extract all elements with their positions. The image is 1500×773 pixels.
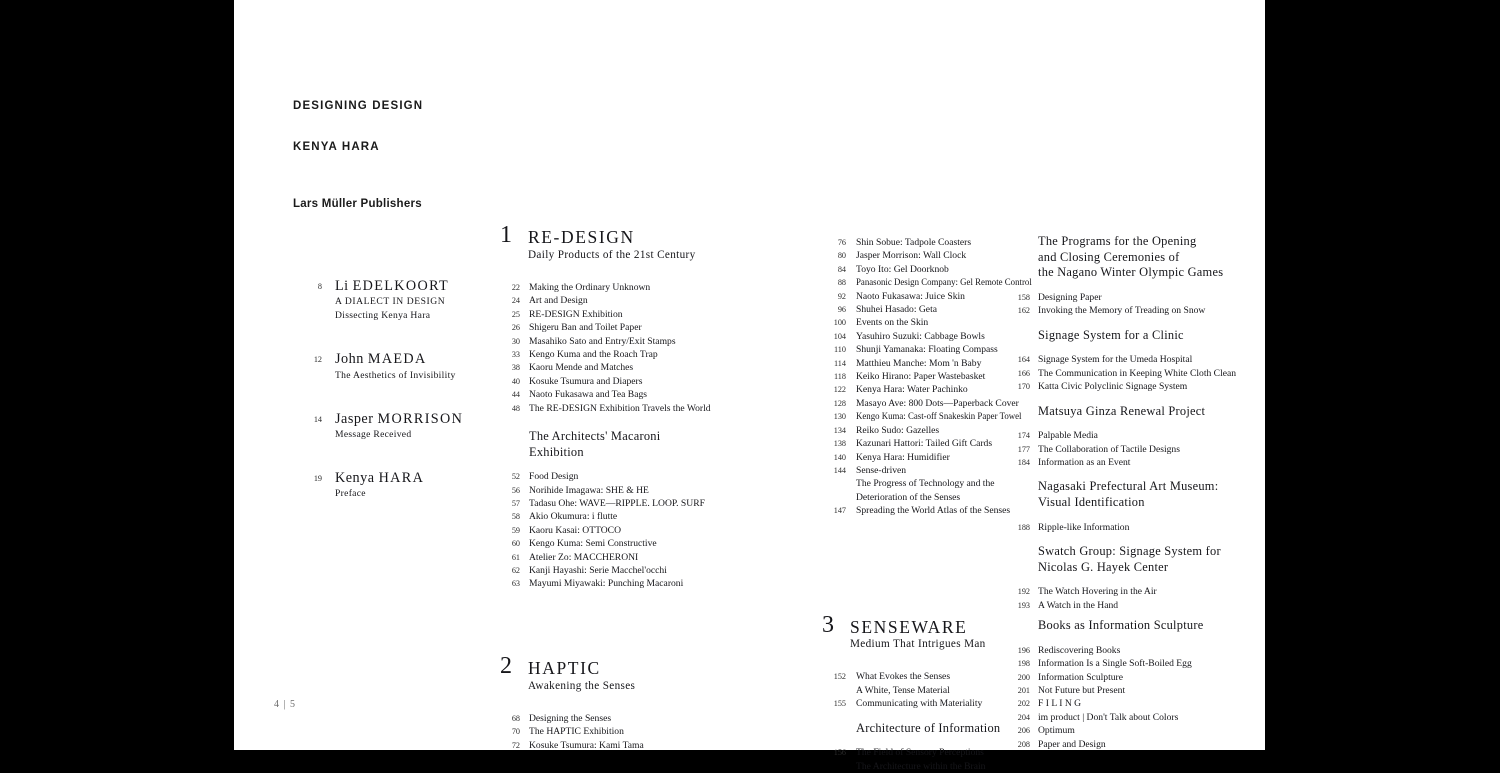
contributor-firstname: Kenya <box>335 469 379 486</box>
toc-entry-title: Masayo Ave: 800 Dots—Paperback Cover <box>856 397 1019 409</box>
part-heading-haptic <box>500 652 710 692</box>
toc-entry-title: Tadasu Ohe: WAVE—RIPPLE. LOOP. SURF <box>529 498 705 510</box>
toc-page-number: 164 <box>1017 355 1030 365</box>
toc-entry[interactable] <box>500 712 710 725</box>
toc-entry[interactable] <box>500 725 710 738</box>
toc-page-number: 122 <box>833 385 846 395</box>
toc-entry-title: Mayumi Miyawaki: Punching Macaroni <box>529 578 684 590</box>
toc-entry[interactable] <box>822 263 1022 276</box>
book-publisher: Lars Müller Publishers <box>293 198 422 210</box>
toc-entry[interactable] <box>822 290 1022 303</box>
contributor-surname: HARA <box>378 469 425 486</box>
contributor-page-number: 8 <box>317 282 322 291</box>
part-number: 2 <box>500 652 512 679</box>
toc-entry[interactable] <box>822 316 1022 329</box>
toc-entry-title: The Collaboration of Tactile Designs <box>1038 443 1180 455</box>
toc-page-number: 138 <box>833 439 846 449</box>
toc-entry-title: Keiko Hirano: Paper Wastebasket <box>856 371 986 383</box>
toc-entry-title: Information Is a Single Soft-Boiled Egg <box>1038 658 1192 670</box>
toc-page-number: 198 <box>1017 659 1030 669</box>
toc-entry[interactable] <box>822 383 1022 396</box>
toc-entry[interactable] <box>1012 671 1227 684</box>
contributor-page-number: 19 <box>313 473 322 483</box>
toc-entry[interactable] <box>822 410 1022 423</box>
toc-page-number: 72 <box>511 740 520 750</box>
toc-entry[interactable] <box>500 510 710 523</box>
toc-page-number: 196 <box>1017 645 1030 655</box>
toc-entry[interactable] <box>1012 380 1227 393</box>
toc-entry-title: Shuhei Hasado: Geta <box>856 304 937 316</box>
toc-entry-title: Designing the Senses <box>529 712 612 724</box>
contributor-firstname: Jasper <box>335 410 378 427</box>
toc-entry[interactable] <box>500 551 710 564</box>
part-heading-senseware <box>822 611 1022 651</box>
toc-page-number: 104 <box>833 331 846 341</box>
toc-entry-title: The Watch Hovering in the Air <box>1038 586 1157 598</box>
toc-entry[interactable] <box>822 370 1022 383</box>
section-heading-line: Nagasaki Prefectural Art Museum: <box>1038 479 1219 494</box>
toc-entry-title: Kenya Hara: Humidifier <box>856 451 950 463</box>
toc-page-number: 114 <box>834 358 846 368</box>
toc-entry-title: Kaoru Mende and Matches <box>529 362 634 374</box>
toc-page-number: 26 <box>511 323 520 333</box>
toc-entry[interactable] <box>500 739 710 752</box>
toc-page-number: 170 <box>1017 382 1030 392</box>
toc-page-number: 192 <box>1017 587 1030 597</box>
toc-page-number: 147 <box>833 506 846 516</box>
toc-page-number: 70 <box>511 727 520 737</box>
contributor-page-number: 14 <box>313 414 322 424</box>
toc-entry[interactable] <box>822 746 1022 759</box>
toc-entry-continuation <box>822 684 1022 697</box>
toc-entry-title: Not Future but Present <box>1038 684 1126 696</box>
toc-entry[interactable] <box>500 375 710 388</box>
toc-entry[interactable] <box>1012 291 1227 304</box>
toc-entry[interactable] <box>500 388 710 401</box>
toc-entry[interactable] <box>500 281 710 294</box>
section-heading-macaroni: The Architects' Macaroni Exhibition <box>529 428 661 459</box>
toc-entry[interactable] <box>1012 724 1227 737</box>
toc-page-number: 25 <box>511 309 520 319</box>
section-heading-line: the Nagano Winter Olympic Games <box>1038 265 1224 280</box>
toc-entry-title: Food Design <box>529 471 579 483</box>
toc-page-number: 22 <box>511 282 520 292</box>
contributor-subtitle-2: Dissecting Kenya Hara <box>335 310 431 322</box>
toc-entry-title: Toyo Ito: Gel Doorknob <box>856 263 949 275</box>
toc-entry-title: Panasonic Design Company: Gel Remote Control <box>856 277 1032 289</box>
toc-entry[interactable] <box>822 236 1022 249</box>
toc-page-number: 140 <box>833 452 846 462</box>
toc-entry[interactable] <box>822 504 1022 517</box>
toc-page-number: 62 <box>511 566 520 576</box>
toc-entry[interactable] <box>822 303 1022 316</box>
toc-entry[interactable] <box>500 294 710 307</box>
toc-page-number: 162 <box>1017 306 1030 316</box>
toc-entry[interactable] <box>822 697 1022 710</box>
toc-page-number: 100 <box>833 318 846 328</box>
toc-entry-title: Kengo Kuma: Semi Constructive <box>529 538 657 550</box>
toc-entry[interactable] <box>822 330 1022 343</box>
toc-entry-continuation <box>822 760 1022 773</box>
toc-entry-title: Katta Civic Polyclinic Signage System <box>1038 381 1188 393</box>
toc-entry-title: Communicating with Materiality <box>856 698 983 710</box>
toc-page-number: 24 <box>511 296 520 306</box>
toc-entry-title: Palpable Media <box>1038 430 1098 442</box>
contributor-entry <box>300 470 500 501</box>
toc-page-number: 174 <box>1017 431 1030 441</box>
toc-entry-title: The Progress of Technology and the <box>856 478 995 490</box>
section-heading-architecture-of-information: Architecture of Information <box>856 720 1001 735</box>
toc-page-number: 44 <box>511 390 520 400</box>
toc-entry[interactable] <box>500 402 710 415</box>
toc-entry[interactable] <box>1012 684 1227 697</box>
toc-page-number: 76 <box>837 238 846 247</box>
contributor-name <box>335 351 500 368</box>
toc-page-number: 48 <box>511 403 520 413</box>
toc-entry[interactable] <box>822 397 1022 410</box>
toc-entry-title: Naoto Fukasawa and Tea Bags <box>529 389 647 401</box>
toc-entry-title: Kanji Hayashi: Serie Macchel'occhi <box>529 565 667 577</box>
section-heading-clinic: Signage System for a Clinic <box>1038 327 1184 342</box>
toc-page-number: 84 <box>837 264 846 274</box>
toc-page-number: 155 <box>833 699 846 709</box>
toc-entry[interactable] <box>1012 521 1227 534</box>
toc-entry[interactable] <box>500 564 710 577</box>
toc-entry[interactable] <box>1012 738 1227 751</box>
toc-entry-title: Kaoru Kasai: OTTOCO <box>529 524 622 536</box>
toc-entry-title: Designing Paper <box>1038 291 1102 303</box>
toc-entry[interactable] <box>1012 697 1227 710</box>
contributor-page-number: 12 <box>313 355 322 365</box>
section-heading-matsuya: Matsuya Ginza Renewal Project <box>1038 403 1206 418</box>
toc-page-number: 33 <box>511 349 520 359</box>
toc-entry-title: The Communication in Keeping White Cloth Clean <box>1038 367 1237 379</box>
toc-entry[interactable] <box>822 424 1022 437</box>
contributor-surname: EDELKOORT <box>352 278 450 294</box>
toc-entry-title: Norihide Imagawa: SHE & HE <box>529 484 649 496</box>
toc-entry-title: im product | Don't Talk about Colors <box>1038 711 1179 723</box>
toc-page-number: 193 <box>1017 600 1030 610</box>
toc-page-number: 208 <box>1017 739 1030 749</box>
section-heading-swatch <box>1038 544 1227 575</box>
toc-page-number: 58 <box>511 512 520 522</box>
toc-entry[interactable] <box>822 249 1022 262</box>
toc-entry-title: Art and Design <box>529 295 588 307</box>
toc-entry-title: Masahiko Sato and Entry/Exit Stamps <box>529 335 676 347</box>
part-number: 3 <box>822 611 834 638</box>
toc-entry-title: Kosuke Tsumura and Diapers <box>529 375 643 387</box>
page-folio: 4 | 5 <box>274 699 297 710</box>
contributor-subtitle-1: Preface <box>335 488 366 500</box>
toc-entry[interactable] <box>500 577 710 590</box>
toc-entry[interactable] <box>500 484 710 497</box>
toc-entry-title: The RE-DESIGN Exhibition Travels the World <box>529 402 711 414</box>
toc-page-number: 200 <box>1017 672 1030 682</box>
section-heading-line: and Closing Ceremonies of <box>1038 249 1180 264</box>
toc-entry[interactable] <box>822 670 1022 683</box>
toc-page-number: 144 <box>833 465 846 475</box>
part-number: 1 <box>500 222 512 248</box>
part-title: HAPTIC <box>528 657 601 678</box>
toc-entry-title: Ripple-like Information <box>1038 521 1130 533</box>
toc-entry[interactable] <box>500 335 710 348</box>
section-heading-line: Visual Identification <box>1038 495 1145 509</box>
toc-page-number: 40 <box>511 376 520 386</box>
section-heading-line: Nicolas G. Hayek Center <box>1038 559 1169 574</box>
toc-entry-title: Atelier Zo: MACCHERONI <box>529 551 639 563</box>
toc-entry-title: The Field of Sensory Perceptions <box>856 747 984 759</box>
contributor-subtitle-1: The Aesthetics of Invisibility <box>335 369 456 381</box>
toc-page-number: 61 <box>511 552 520 562</box>
section-heading-books: Books as Information Sculpture <box>1038 618 1204 633</box>
toc-page-number: 59 <box>511 525 520 535</box>
toc-page-number: 130 <box>833 412 846 422</box>
part-subtitle: Daily Products of the 21st Century <box>528 248 696 261</box>
toc-page-number: 201 <box>1017 685 1030 695</box>
contributors-column <box>300 228 500 517</box>
contributor-entry <box>300 351 500 382</box>
toc-entry-title: Optimum <box>1038 725 1075 737</box>
toc-entry-title: Shin Sobue: Tadpole Coasters <box>856 237 972 248</box>
toc-entry[interactable] <box>822 357 1022 370</box>
toc-entry[interactable] <box>500 308 710 321</box>
part-subtitle: Medium That Intrigues Man <box>850 638 986 651</box>
book-page-spread <box>234 0 1265 772</box>
part-title: SENSEWARE <box>850 616 968 637</box>
toc-page-number: 80 <box>837 251 846 261</box>
toc-entry-title: Kosuke Tsumura: Kami Tama <box>529 739 644 751</box>
toc-entry-title: A Watch in the Hand <box>1038 599 1119 611</box>
toc-page-number: 188 <box>1017 522 1030 532</box>
toc-page-number: 60 <box>511 539 520 549</box>
toc-page-number: 110 <box>834 345 846 355</box>
section-heading-line: Swatch Group: Signage System for <box>1038 544 1221 559</box>
part-title: RE-DESIGN <box>528 227 635 247</box>
toc-page-number: 204 <box>1017 712 1030 722</box>
toc-entry[interactable] <box>822 451 1022 464</box>
toc-page-number: 57 <box>511 499 520 509</box>
toc-page-number: 56 <box>511 485 520 495</box>
toc-entry-title: Matthieu Manche: Mom 'n Baby <box>856 357 982 369</box>
toc-page-number: 156 <box>833 748 846 758</box>
toc-entry[interactable] <box>500 348 710 361</box>
toc-entry[interactable] <box>1012 443 1227 456</box>
toc-entry[interactable] <box>500 537 710 550</box>
toc-entry-title: Jasper Morrison: Wall Clock <box>856 250 967 262</box>
section-heading-nagano <box>1038 234 1227 281</box>
toc-entry[interactable] <box>822 343 1022 356</box>
toc-page-number: 88 <box>837 278 846 288</box>
contributor-firstname: Li <box>335 278 353 294</box>
toc-entry-title: Deterioration of the Senses <box>856 491 961 503</box>
toc-entry[interactable] <box>822 464 1022 477</box>
contributor-name <box>335 278 500 295</box>
toc-page-number: 118 <box>834 372 846 382</box>
book-author: KENYA HARA <box>293 141 380 153</box>
toc-entry-title: Shigeru Ban and Toilet Paper <box>529 322 642 334</box>
toc-page-number: 38 <box>511 363 520 373</box>
toc-entry-title: Naoto Fukasawa: Juice Skin <box>856 290 965 302</box>
toc-entry[interactable] <box>822 437 1022 450</box>
toc-page-number: 206 <box>1017 726 1030 736</box>
toc-entry-title: The Architecture within the Brain <box>856 760 986 772</box>
toc-entry-title: Kengo Kuma and the Roach Trap <box>529 348 658 360</box>
toc-entry-title: Information Sculpture <box>1038 671 1123 683</box>
toc-entry[interactable] <box>500 497 710 510</box>
toc-entry-title: Kengo Kuma: Cast-off Snakeskin Paper Towel <box>856 411 1022 423</box>
part-heading-redesign <box>500 222 710 261</box>
contributor-name <box>335 470 500 487</box>
book-title: DESIGNING DESIGN <box>293 100 424 112</box>
toc-page-number: 202 <box>1017 699 1030 709</box>
part-three-continued-column <box>1012 228 1237 751</box>
toc-entry[interactable] <box>500 321 710 334</box>
toc-entry-title: RE-DESIGN Exhibition <box>529 308 623 320</box>
toc-entry[interactable] <box>1012 644 1227 657</box>
toc-page-number: 166 <box>1017 368 1030 378</box>
contributor-name <box>335 411 500 428</box>
contributor-entry <box>300 411 500 442</box>
toc-entry[interactable] <box>1012 711 1227 724</box>
toc-entry-title: Sense-driven <box>856 464 907 476</box>
contributor-entry <box>300 278 500 323</box>
toc-entry[interactable] <box>500 470 710 483</box>
toc-entry[interactable] <box>1012 599 1227 612</box>
toc-entry-continuation <box>822 477 1022 490</box>
toc-entry-continuation <box>822 491 1022 504</box>
toc-entry-title: Kenya Hara: Water Pachinko <box>856 384 968 396</box>
toc-entry-title: Making the Ordinary Unknown <box>529 281 651 293</box>
toc-entry-title: Paper and Design <box>1038 738 1106 750</box>
part-one-column <box>500 222 711 752</box>
toc-entry-title: F I L I N G <box>1038 698 1082 710</box>
toc-page-number: 52 <box>511 472 520 482</box>
toc-page-number: 128 <box>833 398 846 408</box>
toc-page-number: 96 <box>837 305 846 315</box>
toc-entry[interactable] <box>1012 657 1227 670</box>
toc-page-number: 134 <box>833 425 846 435</box>
toc-entry-title: Akio Okumura: i flutte <box>529 511 618 523</box>
toc-entry[interactable] <box>1012 456 1227 469</box>
toc-entry[interactable] <box>1012 585 1227 598</box>
section-heading-line: The Programs for the Opening <box>1038 234 1197 248</box>
toc-page-number: 177 <box>1017 444 1030 454</box>
part-subtitle: Awakening the Senses <box>528 679 636 692</box>
toc-entry-title: Information as an Event <box>1038 456 1131 468</box>
contributor-surname: MAEDA <box>367 351 427 368</box>
contributor-surname: MORRISON <box>377 410 464 427</box>
toc-page-number: 92 <box>837 291 846 301</box>
contributor-subtitle-1: Message Received <box>335 428 412 440</box>
toc-entry[interactable] <box>1012 353 1227 366</box>
toc-entry-title: A White, Tense Material <box>856 684 950 696</box>
toc-entry[interactable] <box>1012 304 1227 317</box>
toc-page-number: 30 <box>511 336 520 346</box>
toc-entry-title: Rediscovering Books <box>1038 644 1121 656</box>
toc-entry-title: Invoking the Memory of Treading on Snow <box>1038 305 1206 317</box>
toc-entry[interactable] <box>1012 367 1237 380</box>
toc-entry[interactable] <box>500 361 710 374</box>
toc-entry-title: Signage System for the Umeda Hospital <box>1038 354 1193 366</box>
toc-entry[interactable] <box>1012 429 1227 442</box>
section-heading-nagasaki <box>1038 479 1227 510</box>
toc-entry[interactable] <box>500 524 710 537</box>
toc-entry[interactable] <box>822 276 1032 289</box>
toc-entry-title: Kazunari Hattori: Tailed Gift Cards <box>856 438 993 450</box>
toc-entry-title: Shunji Yamanaka: Floating Compass <box>856 344 998 356</box>
toc-page-number: 63 <box>511 579 520 589</box>
toc-entry-title: What Evokes the Senses <box>856 671 951 683</box>
toc-entry-title: Events on the Skin <box>856 317 929 329</box>
toc-page-number: 184 <box>1017 457 1030 467</box>
toc-page-number: 68 <box>511 713 520 723</box>
toc-entry-title: Reiko Sudo: Gazelles <box>856 424 940 436</box>
toc-page-number: 158 <box>1017 292 1030 302</box>
toc-entry-title: Yasuhiro Suzuki: Cabbage Bowls <box>856 330 985 342</box>
contributor-subtitle-1: A DIALECT IN DESIGN <box>335 296 446 308</box>
contributor-firstname: John <box>335 351 368 368</box>
toc-page-number: 152 <box>833 672 846 682</box>
toc-entry-title: Spreading the World Atlas of the Senses <box>856 505 1011 517</box>
toc-entry-title: The HAPTIC Exhibition <box>529 726 624 738</box>
